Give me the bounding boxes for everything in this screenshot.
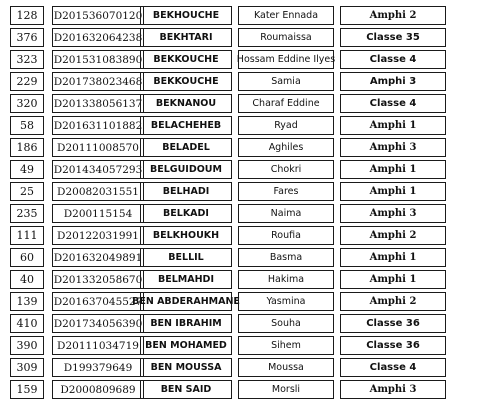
- row-number: 186: [10, 138, 44, 157]
- last-name: BELKADI: [140, 204, 232, 223]
- exam-room: Amphi 3: [340, 204, 446, 223]
- row-number: 323: [10, 50, 44, 69]
- first-name: Charaf Eddine: [238, 94, 334, 113]
- row-number: 60: [10, 248, 44, 267]
- student-id: D201536070120: [52, 6, 144, 25]
- exam-room: Amphi 1: [340, 248, 446, 267]
- table-row: [0, 94, 495, 115]
- row-number: 49: [10, 160, 44, 179]
- last-name: BELMAHDI: [140, 270, 232, 289]
- row-number: 25: [10, 182, 44, 201]
- student-id: D20111008570: [52, 138, 144, 157]
- row-number: 376: [10, 28, 44, 47]
- table-row: [0, 138, 495, 159]
- exam-room: Amphi 3: [340, 380, 446, 399]
- exam-room: Amphi 1: [340, 116, 446, 135]
- last-name: BELACHEHEB: [140, 116, 232, 135]
- student-id: D20111034719: [52, 336, 144, 355]
- table-row: [0, 72, 495, 93]
- table-row: [0, 292, 495, 313]
- table-row: [0, 160, 495, 181]
- exam-room: Amphi 3: [340, 138, 446, 157]
- row-number: 111: [10, 226, 44, 245]
- student-id: D201531083890: [52, 50, 144, 69]
- row-number: 40: [10, 270, 44, 289]
- student-id: D201632064238: [52, 28, 144, 47]
- table-row: [0, 358, 495, 379]
- first-name: Chokri: [238, 160, 334, 179]
- last-name: BELADEL: [140, 138, 232, 157]
- exam-room: Amphi 1: [340, 182, 446, 201]
- student-id: D201434057293: [52, 160, 144, 179]
- first-name: Samia: [238, 72, 334, 91]
- row-number: 229: [10, 72, 44, 91]
- first-name: Aghiles: [238, 138, 334, 157]
- table-row: [0, 6, 495, 27]
- first-name: Basma: [238, 248, 334, 267]
- exam-room: Classe 36: [340, 314, 446, 333]
- last-name: BEKNANOU: [140, 94, 232, 113]
- student-id: D201332058670: [52, 270, 144, 289]
- first-name: Morsli: [238, 380, 334, 399]
- exam-room: Amphi 2: [340, 6, 446, 25]
- table-row: [0, 380, 495, 401]
- exam-room: Amphi 3: [340, 72, 446, 91]
- student-id: D201637045527: [52, 292, 144, 311]
- row-number: 159: [10, 380, 44, 399]
- student-id: D201631101882: [52, 116, 144, 135]
- last-name: BELGUIDOUM: [140, 160, 232, 179]
- last-name: BELLIL: [140, 248, 232, 267]
- first-name: Roumaissa: [238, 28, 334, 47]
- last-name: BEN ABDERAHMANE: [140, 292, 232, 311]
- exam-room: Amphi 1: [340, 270, 446, 289]
- exam-room: Classe 36: [340, 336, 446, 355]
- table-row: [0, 50, 495, 71]
- student-id: D201734056390: [52, 314, 144, 333]
- first-name: Souha: [238, 314, 334, 333]
- student-id: D20082031551: [52, 182, 144, 201]
- exam-room: Classe 4: [340, 94, 446, 113]
- table-row: [0, 182, 495, 203]
- exam-room: Classe 35: [340, 28, 446, 47]
- table-row: [0, 314, 495, 335]
- last-name: BEN MOUSSA: [140, 358, 232, 377]
- last-name: BELKHOUKH: [140, 226, 232, 245]
- exam-room: Amphi 1: [340, 160, 446, 179]
- first-name: Ryad: [238, 116, 334, 135]
- student-id: D201338056137: [52, 94, 144, 113]
- last-name: BEN MOHAMED: [140, 336, 232, 355]
- last-name: BELHADI: [140, 182, 232, 201]
- first-name: Roufia: [238, 226, 334, 245]
- row-number: 128: [10, 6, 44, 25]
- table-row: [0, 116, 495, 137]
- first-name: Hossam Eddine Ilyes: [238, 50, 334, 69]
- student-id: D20122031991: [52, 226, 144, 245]
- first-name: Fares: [238, 182, 334, 201]
- first-name: Sihem: [238, 336, 334, 355]
- table-row: [0, 226, 495, 247]
- row-number: 309: [10, 358, 44, 377]
- first-name: Hakima: [238, 270, 334, 289]
- first-name: Naima: [238, 204, 334, 223]
- student-id: D200115154: [52, 204, 144, 223]
- table-row: [0, 28, 495, 49]
- exam-room: Amphi 2: [340, 226, 446, 245]
- row-number: 410: [10, 314, 44, 333]
- exam-room: Classe 4: [340, 50, 446, 69]
- row-number: 58: [10, 116, 44, 135]
- last-name: BEKKOUCHE: [140, 72, 232, 91]
- last-name: BEKKOUCHE: [140, 50, 232, 69]
- row-number: 139: [10, 292, 44, 311]
- table-row: [0, 336, 495, 357]
- student-id: D201632049891: [52, 248, 144, 267]
- table-row: [0, 270, 495, 291]
- last-name: BEN IBRAHIM: [140, 314, 232, 333]
- row-number: 235: [10, 204, 44, 223]
- last-name: BEKHTARI: [140, 28, 232, 47]
- table-row: [0, 248, 495, 269]
- first-name: Kater Ennada: [238, 6, 334, 25]
- student-id: D2000809689: [52, 380, 144, 399]
- student-id: D199379649: [52, 358, 144, 377]
- first-name: Yasmina: [238, 292, 334, 311]
- row-number: 390: [10, 336, 44, 355]
- exam-room: Amphi 2: [340, 292, 446, 311]
- first-name: Moussa: [238, 358, 334, 377]
- last-name: BEKHOUCHE: [140, 6, 232, 25]
- row-number: 320: [10, 94, 44, 113]
- table-row: [0, 204, 495, 225]
- exam-room: Classe 4: [340, 358, 446, 377]
- last-name: BEN SAID: [140, 380, 232, 399]
- student-id: D201738023468: [52, 72, 144, 91]
